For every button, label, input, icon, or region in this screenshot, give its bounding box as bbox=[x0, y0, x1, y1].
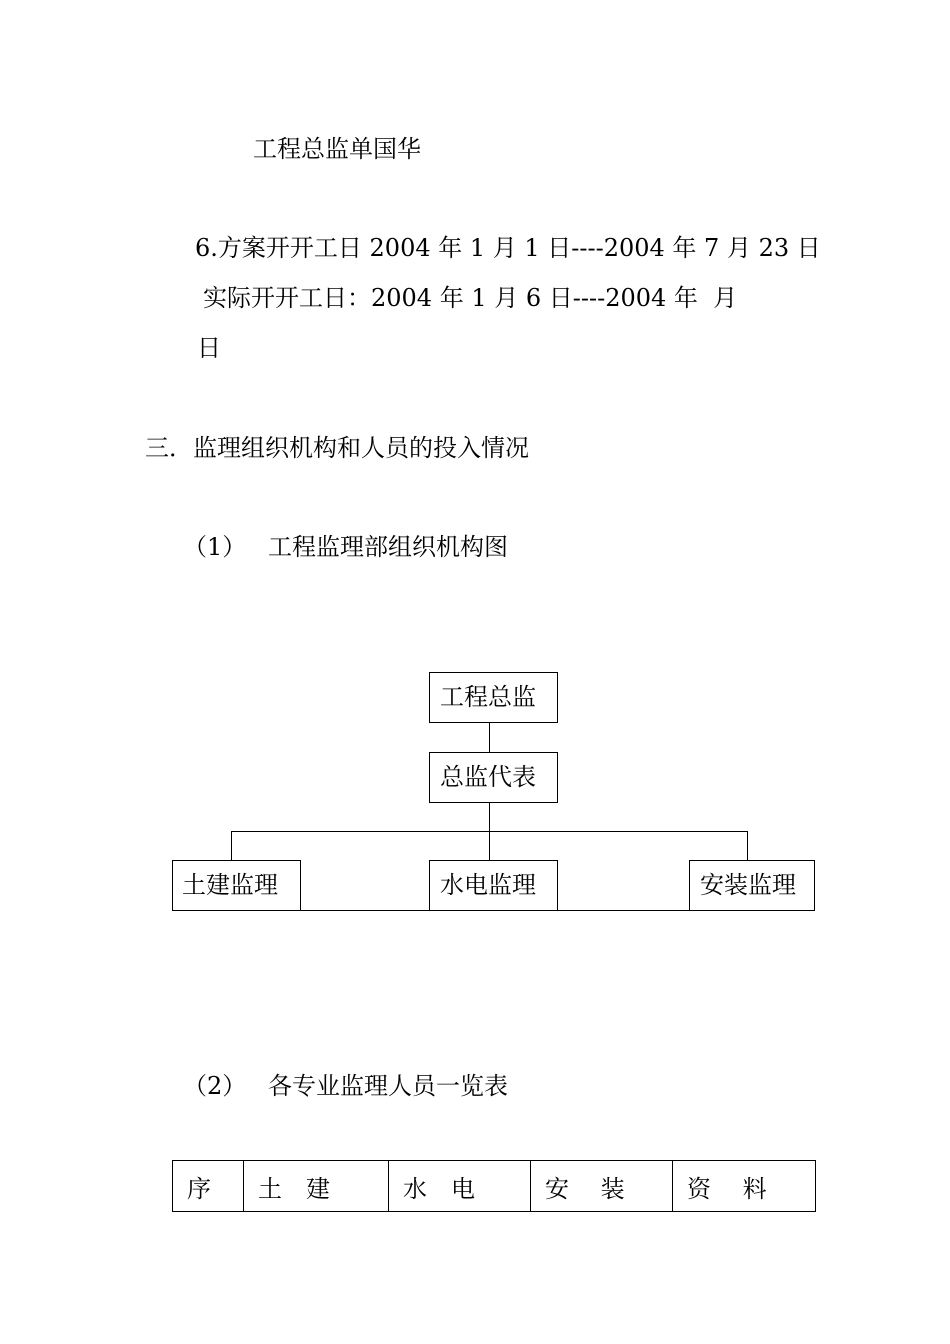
staff-table-caption: 各专业监理人员一览表 bbox=[268, 1072, 508, 1100]
connector-branch-bar bbox=[231, 831, 748, 832]
header-cell-index: 序 bbox=[173, 1161, 244, 1212]
header-cell-documents: 资 料 bbox=[673, 1161, 816, 1212]
org-node-installation: 安装监理 bbox=[689, 860, 815, 911]
planned-schedule: 6.方案开开工日 2004 年 1 月 1 日----2004 年 7 月 23 日 bbox=[195, 234, 821, 262]
table-header-row bbox=[173, 1161, 816, 1212]
org-chart-caption: 工程监理部组织机构图 bbox=[268, 533, 508, 561]
org-node-deputy: 总监代表 bbox=[429, 752, 558, 803]
actual-schedule: 实际开开工日：2004 年 1 月 6 日----2004 年 月 bbox=[203, 284, 738, 312]
org-node-water-electric: 水电监理 bbox=[429, 860, 558, 911]
connector-right-branch bbox=[747, 831, 748, 860]
org-chart-caption-number: （1） bbox=[183, 533, 247, 561]
staff-table-caption-number: （2） bbox=[183, 1072, 247, 1100]
staff-table bbox=[172, 1160, 816, 1212]
header-cell-installation: 安 装 bbox=[531, 1161, 673, 1212]
section-heading: 三．监理组织机构和人员的投入情况 bbox=[145, 434, 529, 462]
connector-left-branch bbox=[231, 831, 232, 860]
header-line: 工程总监单国华 bbox=[253, 135, 421, 163]
actual-schedule-wrap: 日 bbox=[197, 334, 221, 362]
header-cell-water-electric: 水 电 bbox=[389, 1161, 531, 1212]
org-node-civil: 土建监理 bbox=[172, 860, 301, 911]
header-cell-civil: 土 建 bbox=[244, 1161, 389, 1212]
connector-chief-deputy bbox=[489, 723, 490, 752]
org-node-chief: 工程总监 bbox=[429, 672, 558, 723]
